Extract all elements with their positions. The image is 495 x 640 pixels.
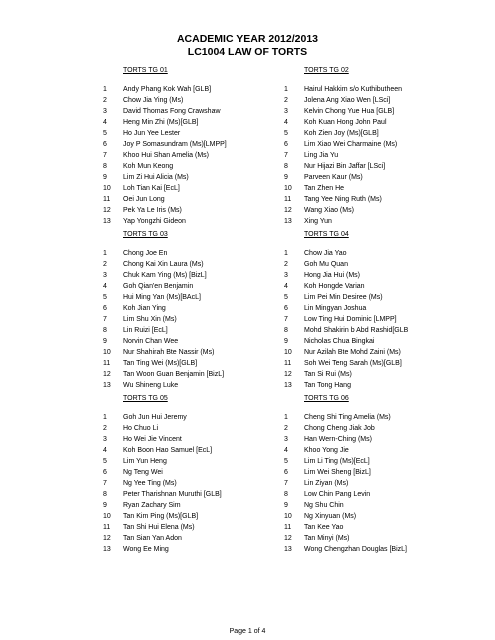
student-row — [284, 489, 474, 500]
student-name: Tan Sian Yan Adon — [123, 535, 182, 542]
student-number: 6 — [103, 469, 107, 476]
student-name: Lin Ziyan (Ms) — [304, 480, 349, 487]
student-row — [103, 369, 288, 380]
tutorial-group-tg03 — [103, 230, 288, 391]
student-name: Kelvin Chong Yue Hua [GLB] — [304, 108, 395, 115]
student-row — [103, 445, 288, 456]
student-name: Hui Ming Yan (Ms)[BAcL] — [123, 294, 201, 301]
student-number: 10 — [284, 513, 292, 520]
student-row — [284, 314, 474, 325]
student-row — [103, 380, 288, 391]
student-row — [284, 303, 474, 314]
student-row — [103, 150, 288, 161]
student-row — [103, 478, 288, 489]
student-row — [284, 139, 474, 150]
student-name: Norvin Chan Wee — [123, 338, 179, 345]
student-number: 5 — [103, 294, 107, 301]
student-number: 13 — [284, 382, 292, 389]
student-number: 8 — [103, 163, 107, 170]
student-row — [103, 522, 288, 533]
student-name: Khoo Yong Jie — [304, 447, 349, 454]
student-number: 7 — [103, 480, 107, 487]
student-row — [284, 292, 474, 303]
student-number: 10 — [103, 513, 111, 520]
student-name: Chow Jia Yao — [304, 250, 347, 257]
student-row — [284, 380, 474, 391]
student-number: 2 — [284, 97, 288, 104]
student-number: 9 — [284, 338, 288, 345]
student-number: 4 — [103, 447, 107, 454]
student-row — [103, 303, 288, 314]
student-row — [284, 522, 474, 533]
student-name: Tang Yee Ning Ruth (Ms) — [304, 196, 382, 203]
student-name: Hairul Hakkim s/o Kuthibutheen — [304, 86, 403, 93]
student-name: Loh Tian Kai [EcL] — [123, 185, 180, 192]
student-name: Han Wern-Ching (Ms) — [304, 436, 372, 443]
student-name: Chong Joe En — [123, 250, 168, 257]
student-row — [103, 84, 288, 95]
student-number: 11 — [284, 196, 292, 203]
student-number: 8 — [284, 327, 288, 334]
student-number: 2 — [103, 97, 107, 104]
student-name: Lim Yun Heng — [123, 458, 167, 465]
student-row — [103, 412, 288, 423]
student-row — [284, 161, 474, 172]
document-title: ACADEMIC YEAR 2012/2013 — [176, 33, 319, 45]
student-number: 5 — [284, 294, 288, 301]
student-number: 4 — [284, 283, 288, 290]
student-number: 13 — [103, 546, 111, 553]
student-name: Nur Shahirah Bte Nassir (Ms) — [123, 349, 215, 356]
student-name: Tan Minyi (Ms) — [304, 535, 350, 542]
student-row — [284, 478, 474, 489]
student-row — [103, 533, 288, 544]
student-name: Ho Wei Jie Vincent — [123, 436, 182, 443]
student-number: 10 — [103, 349, 111, 356]
student-number: 1 — [284, 414, 288, 421]
student-row — [103, 248, 288, 259]
student-name: David Thomas Fong Crawshaw — [123, 108, 221, 115]
student-name: Koh Jian Ying — [123, 305, 166, 312]
student-row — [284, 434, 474, 445]
student-name: Peter Tharishnan Muruthi [GLB] — [123, 491, 222, 498]
student-row — [284, 128, 474, 139]
student-row — [103, 270, 288, 281]
student-row — [284, 369, 474, 380]
student-row — [103, 259, 288, 270]
student-name: Pek Ya Le Iris (Ms) — [123, 207, 182, 214]
student-name: Wang Xiao (Ms) — [304, 207, 354, 214]
student-row — [284, 445, 474, 456]
student-name: Ng Xinyuan (Ms) — [304, 513, 357, 520]
student-row — [103, 183, 288, 194]
student-name: Lin Mingyan Joshua — [304, 305, 367, 312]
student-name: Parveen Kaur (Ms) — [304, 174, 363, 181]
student-row — [103, 456, 288, 467]
student-row — [284, 347, 474, 358]
student-name: Wong Chengzhan Douglas [BizL] — [304, 546, 407, 553]
student-name: Ho Chuo Li — [123, 425, 159, 432]
student-name: Lim Zi Hui Alicia (Ms) — [123, 174, 189, 181]
group-heading: TORTS TG 06 — [304, 395, 349, 402]
student-number: 11 — [284, 360, 292, 367]
student-row — [103, 281, 288, 292]
student-number: 1 — [284, 250, 288, 257]
student-name: Koh Kuan Hong John Paul — [304, 119, 387, 126]
student-row — [103, 544, 288, 555]
student-number: 13 — [284, 218, 292, 225]
student-number: 13 — [103, 382, 111, 389]
student-number: 6 — [103, 305, 107, 312]
student-number: 11 — [103, 360, 111, 367]
student-name: Tan Kee Yao — [304, 524, 344, 531]
student-name: Low Ting Hui Dominic [LMPP] — [304, 316, 397, 323]
student-name: Xing Yun — [304, 218, 332, 225]
student-row — [284, 270, 474, 281]
student-number: 2 — [103, 425, 107, 432]
student-name: Cheng Shi Ting Amelia (Ms) — [304, 414, 391, 421]
student-row — [284, 150, 474, 161]
student-row — [103, 216, 288, 227]
student-name: Koh Hongde Varian — [304, 283, 365, 290]
student-number: 9 — [103, 338, 107, 345]
student-name: Yap Yongzhi Gideon — [123, 218, 186, 225]
course-title: LC1004 LAW OF TORTS — [187, 46, 308, 58]
student-row — [284, 205, 474, 216]
student-name: Mohd Shakirin b Abd Rashid[GLB — [304, 327, 409, 334]
student-row — [284, 423, 474, 434]
student-number: 6 — [284, 141, 288, 148]
student-number: 12 — [284, 535, 292, 542]
student-name: Jolena Ang Xiao Wen [LSci] — [304, 97, 391, 104]
student-row — [284, 358, 474, 369]
student-row — [284, 84, 474, 95]
student-name: Hong Jia Hui (Ms) — [304, 272, 361, 279]
student-row — [103, 128, 288, 139]
student-number: 3 — [103, 272, 107, 279]
student-number: 7 — [284, 316, 288, 323]
student-number: 12 — [284, 371, 292, 378]
student-number: 2 — [284, 425, 288, 432]
student-number: 5 — [284, 458, 288, 465]
student-row — [284, 467, 474, 478]
student-row — [103, 500, 288, 511]
student-row — [103, 423, 288, 434]
student-row — [103, 467, 288, 478]
student-name: Chow Jia Ying (Ms) — [123, 97, 184, 104]
student-number: 12 — [103, 371, 111, 378]
student-number: 7 — [284, 152, 288, 159]
student-name: Wong Ee Ming — [123, 546, 169, 553]
student-row — [103, 95, 288, 106]
student-row — [284, 117, 474, 128]
student-number: 13 — [284, 546, 292, 553]
tutorial-group-tg01 — [103, 66, 288, 227]
student-number: 1 — [103, 250, 107, 257]
student-name: Nicholas Chua Bingkai — [304, 338, 375, 345]
student-name: Chong Kai Xin Laura (Ms) — [123, 261, 204, 268]
student-number: 10 — [284, 185, 292, 192]
student-row — [284, 281, 474, 292]
student-row — [284, 544, 474, 555]
student-name: Goh Mu Quan — [304, 261, 348, 268]
student-number: 11 — [103, 524, 111, 531]
tutorial-group-tg04 — [284, 230, 474, 391]
student-row — [103, 336, 288, 347]
student-name: Lin Ruizi [EcL] — [123, 327, 168, 334]
student-row — [284, 172, 474, 183]
student-row — [103, 434, 288, 445]
student-name: Lim Shu Xin (Ms) — [123, 316, 177, 323]
student-row — [103, 106, 288, 117]
student-row — [284, 216, 474, 227]
student-name: Ng Teng Wei — [123, 469, 163, 476]
group-heading: TORTS TG 04 — [304, 231, 349, 238]
student-number: 6 — [284, 469, 288, 476]
student-number: 6 — [103, 141, 107, 148]
student-name: Tan Kim Ping (Ms)[GLB] — [123, 513, 199, 520]
student-name: Ng Shu Chin — [304, 502, 344, 509]
student-number: 3 — [284, 436, 288, 443]
tutorial-group-tg05 — [103, 394, 288, 555]
student-number: 6 — [284, 305, 288, 312]
group-heading: TORTS TG 01 — [123, 67, 168, 74]
student-number: 4 — [284, 119, 288, 126]
student-row — [284, 95, 474, 106]
student-number: 12 — [284, 207, 292, 214]
student-row — [284, 500, 474, 511]
student-number: 7 — [284, 480, 288, 487]
student-number: 10 — [284, 349, 292, 356]
student-number: 5 — [103, 458, 107, 465]
student-row — [103, 325, 288, 336]
student-number: 4 — [284, 447, 288, 454]
student-name: Koh Mun Keong — [123, 163, 174, 170]
student-number: 7 — [103, 152, 107, 159]
student-row — [103, 314, 288, 325]
student-name: Low Chin Pang Levin — [304, 491, 371, 498]
student-row — [103, 139, 288, 150]
student-row — [103, 511, 288, 522]
student-row — [103, 358, 288, 369]
student-row — [103, 161, 288, 172]
student-number: 3 — [103, 108, 107, 115]
student-number: 2 — [103, 261, 107, 268]
tutorial-group-tg02 — [284, 66, 474, 227]
student-name: Tan Shi Hui Elena (Ms) — [123, 524, 195, 531]
student-number: 13 — [103, 218, 111, 225]
student-number: 8 — [103, 491, 107, 498]
group-heading: TORTS TG 02 — [304, 67, 349, 74]
student-number: 9 — [284, 502, 288, 509]
student-name: Nur Azilah Bte Mohd Zaini (Ms) — [304, 349, 401, 356]
student-row — [284, 106, 474, 117]
student-row — [284, 456, 474, 467]
student-number: 11 — [284, 524, 292, 531]
student-number: 1 — [103, 86, 107, 93]
student-row — [103, 194, 288, 205]
student-row — [284, 259, 474, 270]
student-number: 8 — [284, 163, 288, 170]
student-number: 7 — [103, 316, 107, 323]
student-name: Lim Li Ting (Ms)[EcL] — [304, 458, 370, 465]
student-row — [103, 205, 288, 216]
student-row — [103, 489, 288, 500]
student-name: Goh Qian'en Benjamin — [123, 283, 194, 290]
student-name: Wu Shineng Luke — [123, 382, 179, 389]
student-name: Khoo Hui Shan Amelia (Ms) — [123, 152, 209, 159]
student-number: 2 — [284, 261, 288, 268]
student-row — [284, 336, 474, 347]
tutorial-group-tg06 — [284, 394, 474, 555]
student-name: Ling Jia Yu — [304, 152, 339, 159]
student-name: Chuk Kam Ying (Ms) [BizL] — [123, 272, 207, 279]
student-number: 12 — [103, 207, 111, 214]
student-name: Tan Zhen He — [304, 185, 345, 192]
student-name: Tan Si Rui (Ms) — [304, 371, 352, 378]
student-name: Ho Jun Yee Lester — [123, 130, 181, 137]
student-name: Andy Phang Kok Wah [GLB] — [123, 86, 212, 93]
student-number: 1 — [103, 414, 107, 421]
student-name: Tan Ting Wei (Ms)[GLB] — [123, 360, 198, 367]
student-name: Tan Woon Guan Benjamin [BizL] — [123, 371, 225, 378]
student-name: Koh Boon Hao Samuel [EcL] — [123, 447, 213, 454]
student-row — [284, 194, 474, 205]
page-number: Page 1 of 4 — [229, 628, 266, 635]
student-number: 10 — [103, 185, 111, 192]
student-name: Lim Wei Sheng [BizL] — [304, 469, 371, 476]
student-name: Ryan Zachary Sim — [123, 502, 181, 509]
student-number: 11 — [103, 196, 111, 203]
student-name: Heng Min Zhi (Ms)[GLB] — [123, 119, 199, 126]
student-row — [284, 248, 474, 259]
student-number: 8 — [284, 491, 288, 498]
student-number: 3 — [284, 272, 288, 279]
student-name: Koh Zien Joy (Ms)[GLB] — [304, 130, 379, 137]
student-name: Oei Jun Long — [123, 196, 165, 203]
student-number: 5 — [103, 130, 107, 137]
student-row — [284, 412, 474, 423]
student-number: 4 — [103, 119, 107, 126]
student-row — [103, 117, 288, 128]
group-heading: TORTS TG 05 — [123, 395, 168, 402]
student-row — [284, 533, 474, 544]
student-number: 9 — [284, 174, 288, 181]
student-number: 1 — [284, 86, 288, 93]
student-number: 8 — [103, 327, 107, 334]
student-name: Joy P Somasundram (Ms)[LMPP] — [123, 141, 227, 148]
student-row — [103, 172, 288, 183]
student-row — [284, 325, 474, 336]
group-heading: TORTS TG 03 — [123, 231, 168, 238]
student-row — [284, 511, 474, 522]
student-row — [284, 183, 474, 194]
student-name: Tan Tong Hang — [304, 382, 351, 389]
student-number: 9 — [103, 174, 107, 181]
student-row — [103, 347, 288, 358]
student-row — [103, 292, 288, 303]
student-name: Nur Hijazi Bin Jaffar [LSci] — [304, 163, 386, 170]
student-number: 3 — [103, 436, 107, 443]
student-number: 5 — [284, 130, 288, 137]
student-name: Soh Wei Teng Sarah (Ms)[GLB] — [304, 360, 402, 367]
student-number: 4 — [103, 283, 107, 290]
student-name: Lim Xiao Wei Charmaine (Ms) — [304, 141, 398, 148]
student-name: Chong Cheng Jiak Job — [304, 425, 375, 432]
student-name: Ng Yee Ting (Ms) — [123, 480, 177, 487]
student-number: 9 — [103, 502, 107, 509]
student-number: 3 — [284, 108, 288, 115]
student-name: Lim Pei Min Desiree (Ms) — [304, 294, 383, 301]
student-number: 12 — [103, 535, 111, 542]
student-name: Goh Jun Hui Jeremy — [123, 414, 187, 421]
